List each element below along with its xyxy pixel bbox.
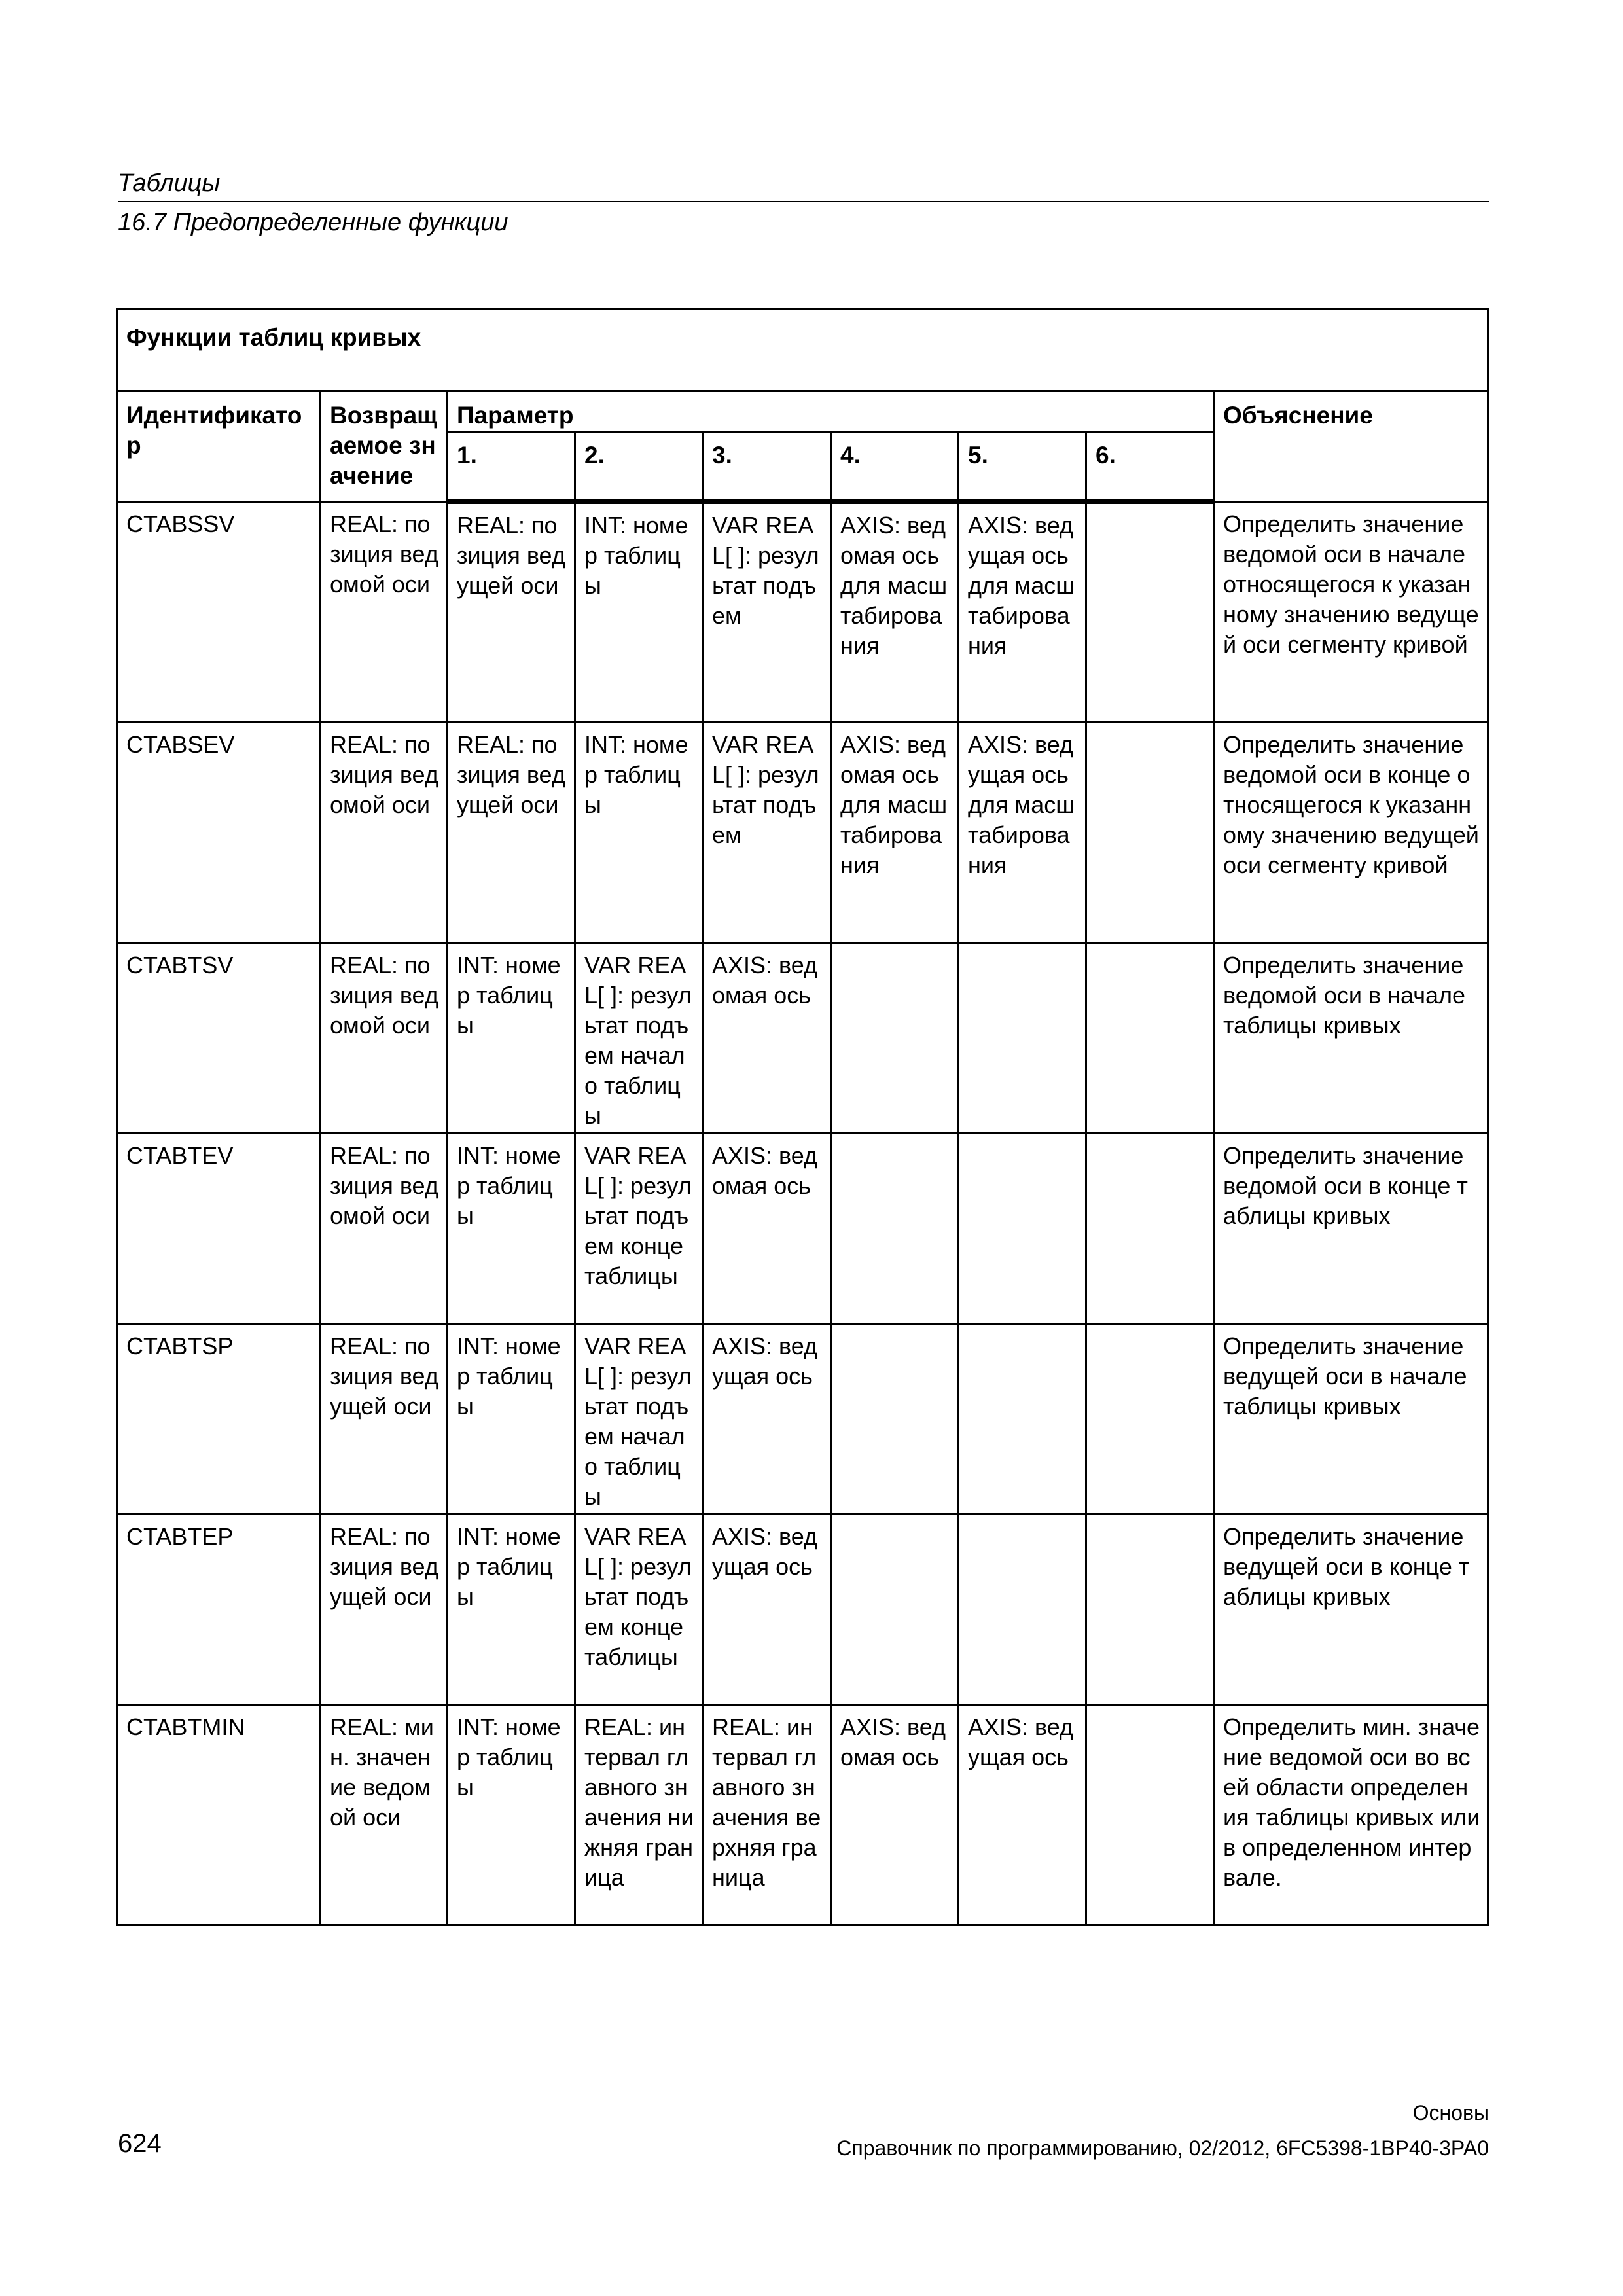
col-header-explanation: Объяснение <box>1214 391 1488 502</box>
table-row <box>117 1705 1488 1926</box>
cell-explanation: Определить значение ведомой оси в конце таблицы кривых <box>1214 1134 1488 1324</box>
cell-param <box>831 1134 959 1324</box>
cell-param: VAR REAL[ ]: результат подъем <box>703 723 831 943</box>
cell-param: AXIS: ведомая ось <box>703 943 831 1134</box>
cell-param <box>959 943 1086 1134</box>
cell-explanation: Определить значение ведомой оси в начале таблицы кривых <box>1214 943 1488 1134</box>
page-number: 624 <box>118 2129 162 2158</box>
section-title: 16.7 Предопределенные функции <box>118 209 508 236</box>
cell-param: INT: номер таблицы <box>448 1134 575 1324</box>
cell-identifier: CTABTSP <box>117 1324 321 1515</box>
cell-return: REAL: позиция ведущей оси <box>321 1515 448 1705</box>
cell-identifier: CTABTEP <box>117 1515 321 1705</box>
param-number: 6. <box>1086 432 1214 502</box>
cell-param: AXIS: ведущая ось <box>703 1324 831 1515</box>
cell-explanation: Определить значение ведущей оси в конце таблицы кривых <box>1214 1515 1488 1705</box>
cell-param: VAR REAL[ ]: результат подъем конце таблицы <box>575 1134 703 1324</box>
header-rule <box>118 201 1489 202</box>
page-header <box>118 167 1489 239</box>
cell-param: AXIS: ведомая ось <box>703 1134 831 1324</box>
cell-param: INT: номер таблицы <box>448 1515 575 1705</box>
cell-param <box>959 1134 1086 1324</box>
cell-param <box>1086 1705 1214 1926</box>
cell-explanation: Определить значение ведомой оси в конце относящегося к указанному значению ведущей оси сегменту кривой <box>1214 723 1488 943</box>
cell-explanation: Определить значение ведомой оси в начале относящегося к указанному значению ведущей оси сегменту кривой <box>1214 502 1488 723</box>
param-number: 5. <box>959 432 1086 502</box>
cell-explanation: Определить значение ведущей оси в начале таблицы кривых <box>1214 1324 1488 1515</box>
cell-param: REAL: интервал главного значения нижняя граница <box>575 1705 703 1926</box>
cell-identifier: CTABSSV <box>117 502 321 723</box>
cell-param: INT: номер таблицы <box>448 1705 575 1926</box>
cell-param <box>1086 1324 1214 1515</box>
table-row <box>117 723 1488 943</box>
cell-param <box>1086 1515 1214 1705</box>
cell-param <box>1086 723 1214 943</box>
param-number: 1. <box>448 432 575 502</box>
cell-param <box>831 1515 959 1705</box>
table-row <box>117 943 1488 1134</box>
curve-table-functions-table <box>116 308 1489 1926</box>
cell-param <box>959 1324 1086 1515</box>
cell-param: AXIS: ведомая ось для масштабирования <box>831 502 959 723</box>
cell-param: REAL: позиция ведущей оси <box>448 723 575 943</box>
cell-param <box>1086 502 1214 723</box>
cell-param <box>959 1515 1086 1705</box>
cell-param <box>831 1324 959 1515</box>
cell-return: REAL: позиция ведущей оси <box>321 1324 448 1515</box>
cell-return: REAL: мин. значение ведомой оси <box>321 1705 448 1926</box>
cell-param: VAR REAL[ ]: результат подъем начало таблицы <box>575 943 703 1134</box>
chapter-title: Таблицы <box>118 170 221 197</box>
cell-param <box>1086 1134 1214 1324</box>
cell-param: INT: номер таблицы <box>448 943 575 1134</box>
table-row <box>117 1134 1488 1324</box>
footer-reference: Справочник по программированию, 02/2012, 6FC5398-1BP40-3PA0 <box>836 2136 1489 2160</box>
table-title: Функции таблиц кривых <box>117 309 1488 391</box>
cell-param <box>831 943 959 1134</box>
cell-return: REAL: позиция ведомой оси <box>321 943 448 1134</box>
table-row <box>117 1324 1488 1515</box>
cell-explanation: Определить мин. значение ведомой оси во всей области определения таблицы кривых или в определенном интервале. <box>1214 1705 1488 1926</box>
footer-book-title: Основы <box>1412 2101 1489 2125</box>
cell-identifier: CTABTEV <box>117 1134 321 1324</box>
table-row <box>117 1515 1488 1705</box>
cell-return: REAL: позиция ведомой оси <box>321 502 448 723</box>
cell-param: REAL: позиция ведущей оси <box>448 502 575 723</box>
cell-param: AXIS: ведущая ось <box>703 1515 831 1705</box>
cell-identifier: CTABTMIN <box>117 1705 321 1926</box>
cell-param: AXIS: ведущая ось <box>959 1705 1086 1926</box>
cell-param: AXIS: ведомая ось <box>831 1705 959 1926</box>
cell-param: INT: номер таблицы <box>575 723 703 943</box>
cell-param: AXIS: ведущая ось для масштабирования <box>959 502 1086 723</box>
cell-param: INT: номер таблицы <box>575 502 703 723</box>
cell-return: REAL: позиция ведомой оси <box>321 723 448 943</box>
cell-param: VAR REAL[ ]: результат подъем начало таблицы <box>575 1324 703 1515</box>
cell-param: REAL: интервал главного значения верхняя граница <box>703 1705 831 1926</box>
col-header-identifier: Идентификатор <box>117 391 321 502</box>
param-number: 3. <box>703 432 831 502</box>
col-header-param: Параметр <box>448 391 1214 432</box>
cell-identifier: CTABSEV <box>117 723 321 943</box>
col-header-return: Возвращаемое значение <box>321 391 448 502</box>
cell-param: VAR REAL[ ]: результат подъем <box>703 502 831 723</box>
cell-param <box>1086 943 1214 1134</box>
param-number: 2. <box>575 432 703 502</box>
cell-param: AXIS: ведущая ось для масштабирования <box>959 723 1086 943</box>
param-number: 4. <box>831 432 959 502</box>
table-row <box>117 502 1488 723</box>
cell-param: VAR REAL[ ]: результат подъем конце таблицы <box>575 1515 703 1705</box>
cell-return: REAL: позиция ведомой оси <box>321 1134 448 1324</box>
cell-param: INT: номер таблицы <box>448 1324 575 1515</box>
cell-identifier: CTABTSV <box>117 943 321 1134</box>
cell-param: AXIS: ведомая ось для масштабирования <box>831 723 959 943</box>
